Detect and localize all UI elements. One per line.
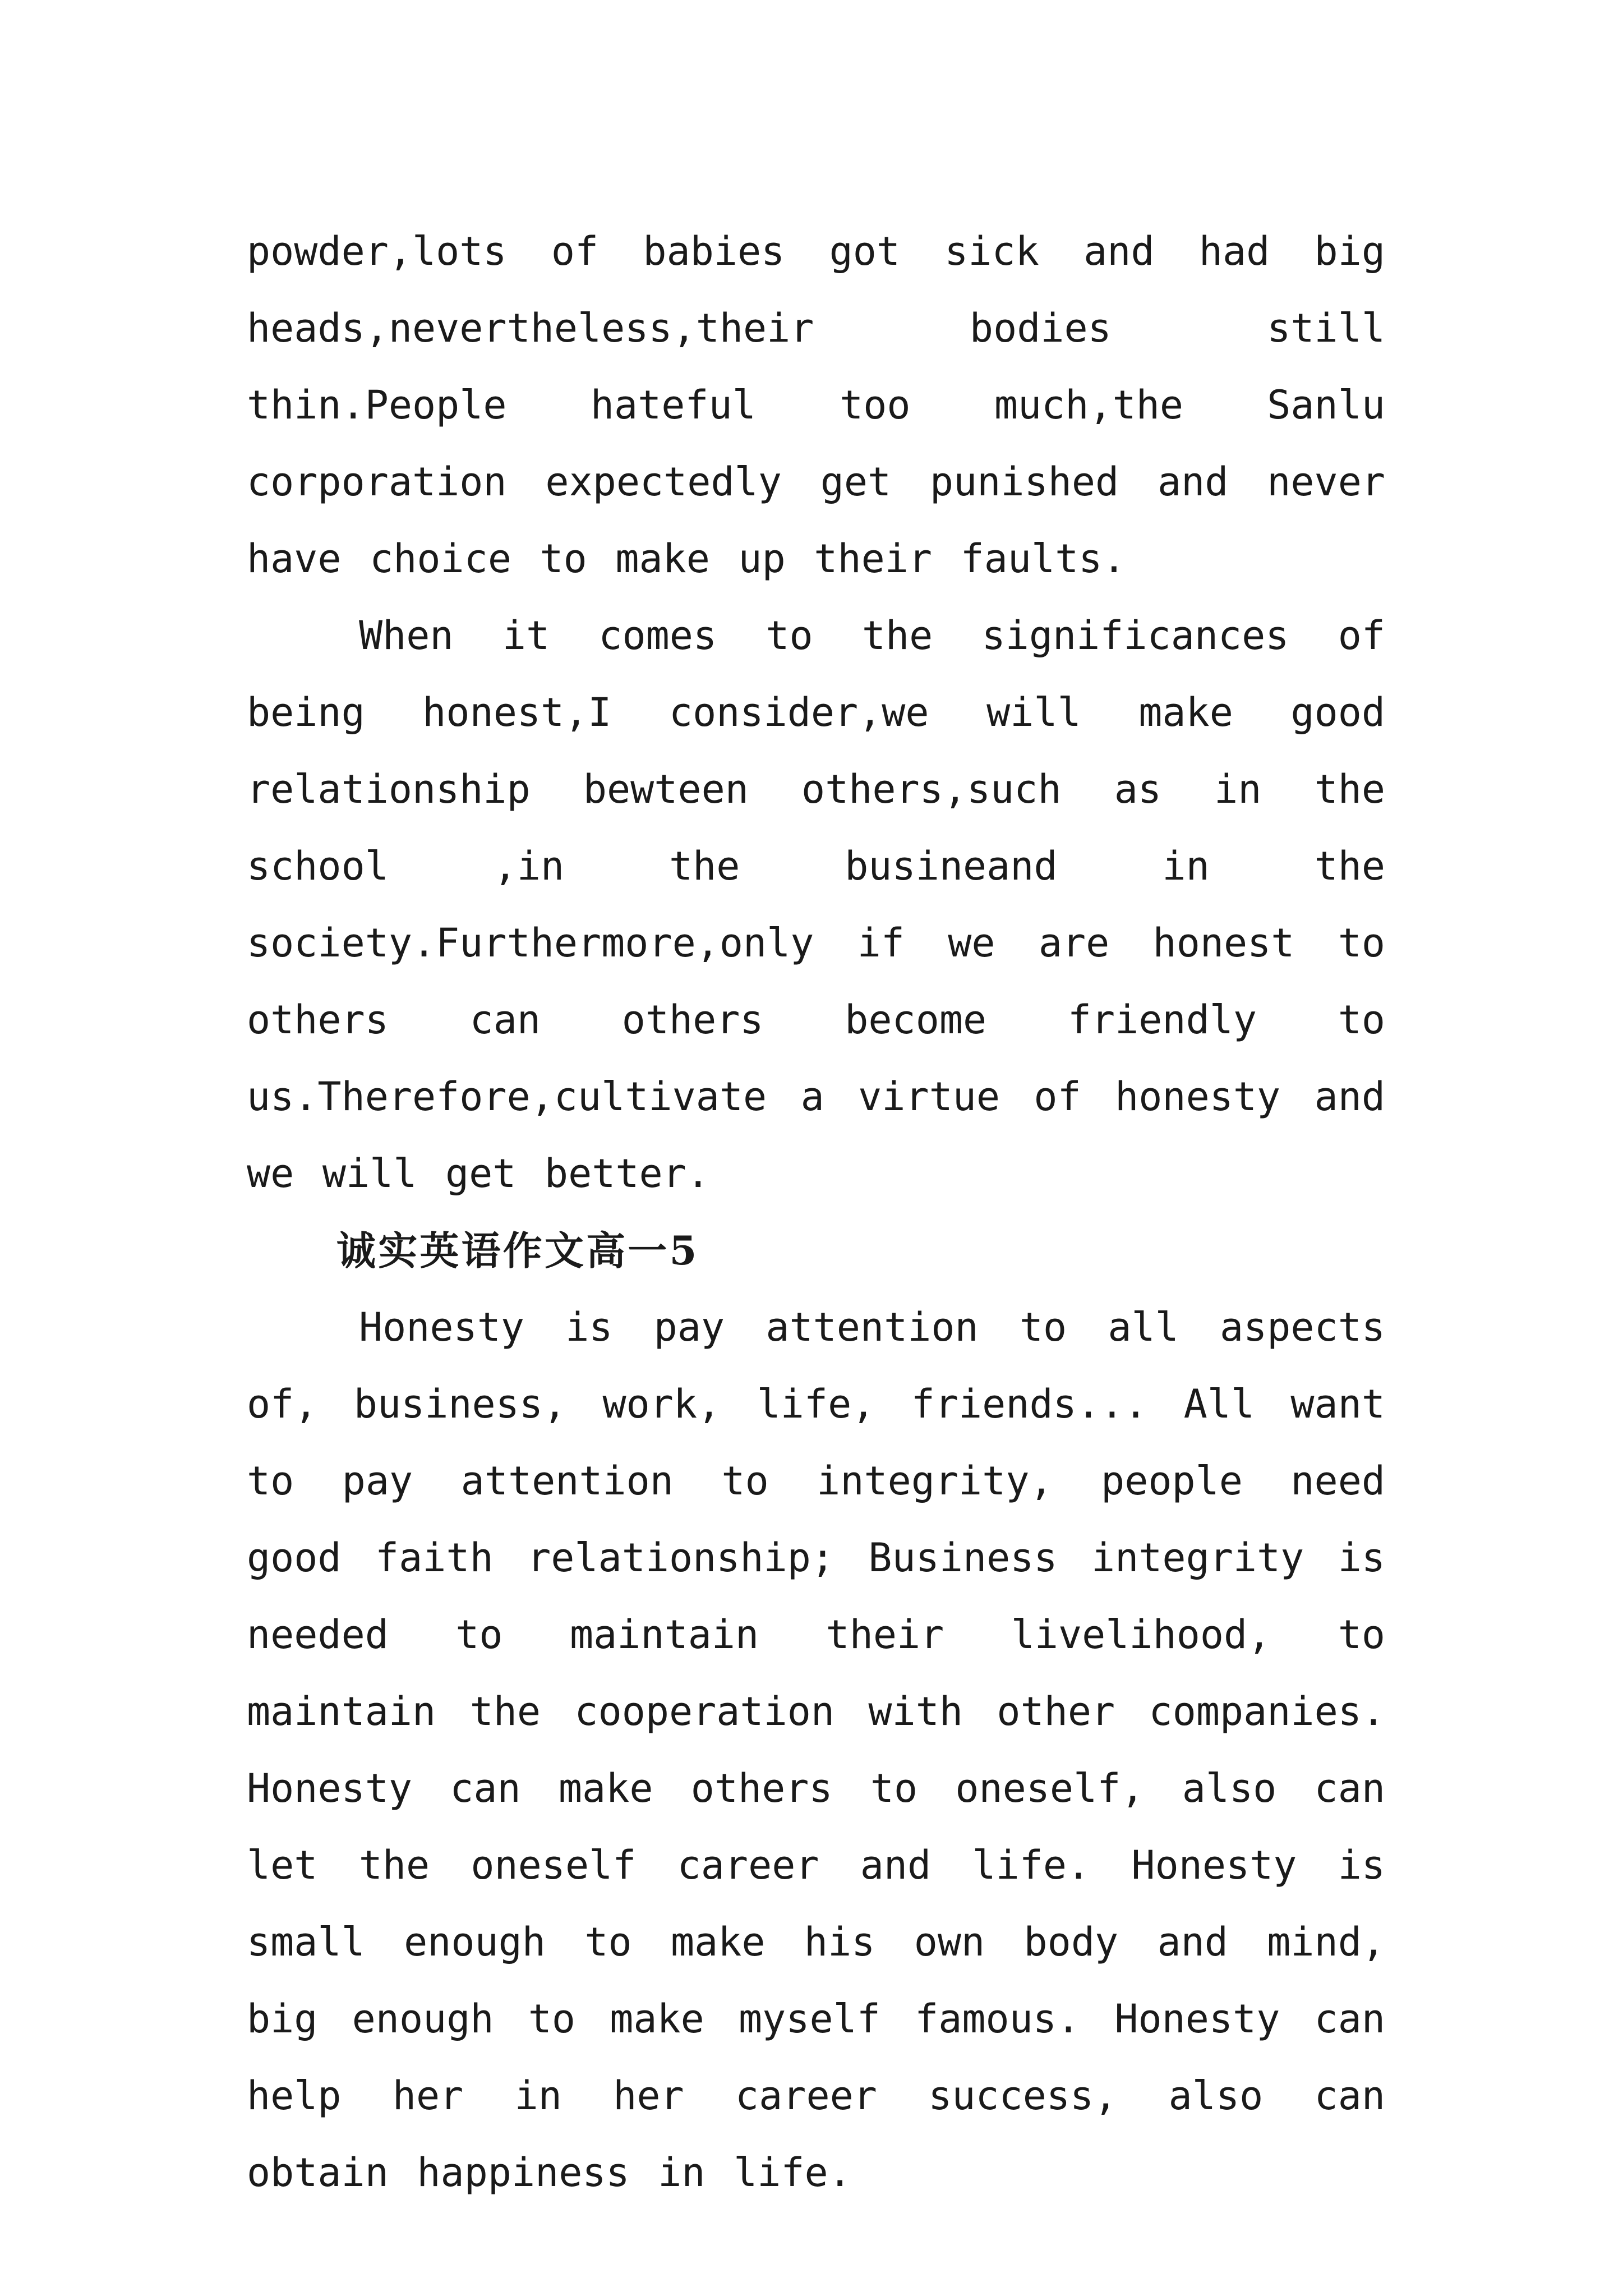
paragraph-honesty-aspects: Honesty is pay attention to all aspects of, business, work, life, friends... All want to pay attention to integrity, people need good faith relationship; Business integrity is needed to maintain their livelihood, to maintain the cooperation with other companies. Honesty can make others to oneself, also can let the oneself career and life. Honesty is small enough to make his own body and mind, big enough to make myself famous. Honesty can help her in her career success, also can obtain happiness in life. [247, 1304, 1385, 2196]
paragraph-significance-of-honesty: When it comes to the significances of being honest,I consider,we will make good relationship bewteen others,such as in the school ,in the busineand in the society.Furthermore,only if we are honest to others can others become friendly to us.Therefore,cultivate a virtue of honesty and we will get better. [247, 613, 1385, 1197]
paragraph-sanlu: powder,lots of babies got sick and had big heads,nevertheless,their bodies still thin.People hateful too much,the Sanlu corporation expectedly get punished and never have choice to make up their faults. [247, 228, 1385, 582]
document-body [247, 213, 1385, 2211]
section-heading: 诚实英语作文高一5 [336, 1227, 699, 1274]
